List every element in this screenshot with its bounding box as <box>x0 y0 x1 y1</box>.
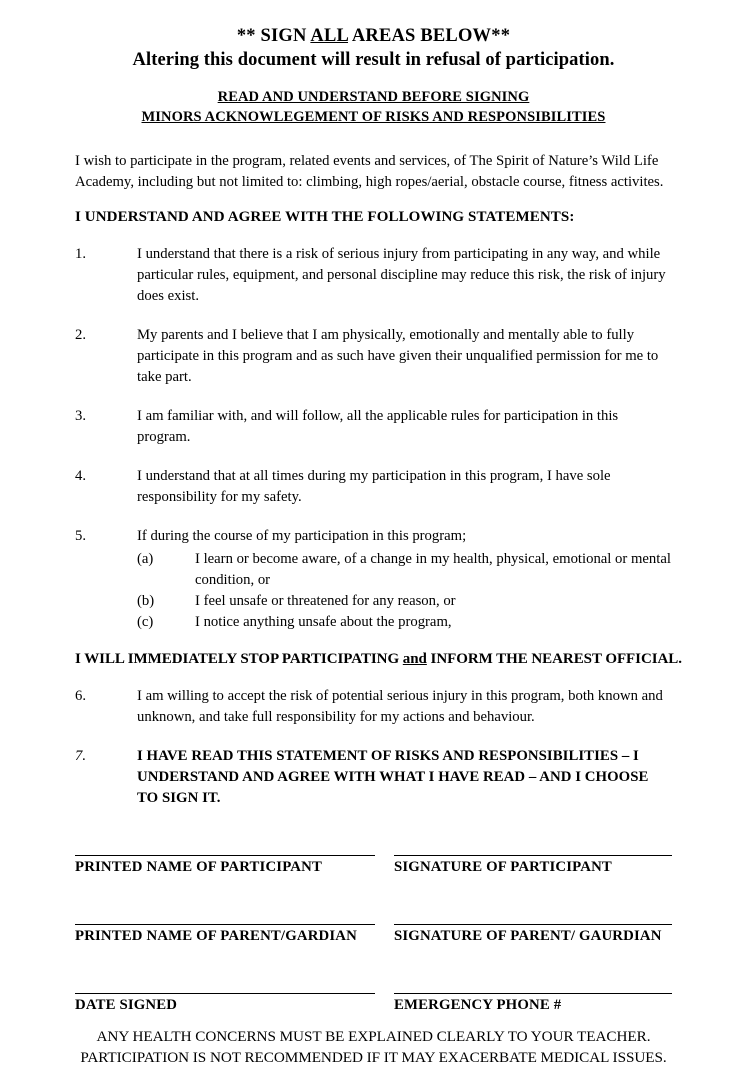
stop-line-underlined-and: and <box>403 651 427 667</box>
statement-text: I am willing to accept the risk of potential serious injury in this program, both known and unknown, and take full responsibility for my actions and behaviour. <box>137 686 672 728</box>
document-content <box>75 0 672 1068</box>
statement-number: 6. <box>75 686 137 728</box>
signature-row-participant <box>75 855 672 876</box>
document-title-block <box>75 0 672 71</box>
footer-note-line-1: ANY HEALTH CONCERNS MUST BE EXPLAINED CLEARLY TO YOUR TEACHER. <box>75 1027 672 1048</box>
signature-area <box>75 855 672 1014</box>
statement-subitem <box>137 612 672 633</box>
statement-text: I understand that at all times during my participation in this program, I have sole responsibility for my safety. <box>137 466 672 508</box>
statement-text: I understand that there is a risk of serious injury from participating in any way, and while particular rules, equipment, and personal discipline may reduce this risk, the risk of injury does exist. <box>137 244 672 307</box>
subitem-text: I learn or become aware, of a change in my health, physical, emotional or mental condition, or <box>195 549 672 591</box>
title-line-altering-warning: Altering this document will result in refusal of participation. <box>75 49 672 72</box>
statement-number: 4. <box>75 466 137 508</box>
title-suffix: AREAS BELOW** <box>348 26 510 46</box>
signature-participant-label: SIGNATURE OF PARTICIPANT <box>394 859 672 876</box>
statement-item <box>75 526 672 633</box>
signature-row-date-phone <box>75 993 672 1014</box>
stop-line-after: INFORM THE NEAREST OFFICIAL. <box>427 651 682 667</box>
printed-name-participant-field[interactable] <box>75 855 375 876</box>
emergency-phone-field[interactable] <box>394 993 672 1014</box>
stop-line-before: I WILL IMMEDIATELY STOP PARTICIPATING <box>75 651 403 667</box>
signature-rule <box>75 993 375 994</box>
statement-number: 1. <box>75 244 137 307</box>
statement-text: I am familiar with, and will follow, all the applicable rules for participation in this program. <box>137 406 672 448</box>
date-signed-field[interactable] <box>75 993 375 1014</box>
signature-participant-field[interactable] <box>394 855 672 876</box>
title-line-sign-all-areas <box>75 26 672 48</box>
statement-item <box>75 244 672 307</box>
signature-rule <box>394 924 672 925</box>
emergency-phone-label: EMERGENCY PHONE # <box>394 997 672 1014</box>
signature-rule <box>394 855 672 856</box>
subitem-text: I feel unsafe or threatened for any reason, or <box>195 591 672 612</box>
subitem-label: (a) <box>137 549 195 591</box>
subitem-text: I notice anything unsafe about the program, <box>195 612 672 633</box>
signature-rule <box>394 993 672 994</box>
title-prefix: ** SIGN <box>237 26 311 46</box>
footer-health-notice <box>75 1027 672 1068</box>
statement-item <box>75 466 672 508</box>
statement-text: My parents and I believe that I am physically, emotionally and mentally able to fully participate in this program and as such have given their unqualified permission for me to take part. <box>137 325 672 388</box>
statement-body <box>137 526 672 633</box>
date-signed-label: DATE SIGNED <box>75 997 375 1014</box>
subitem-label: (b) <box>137 591 195 612</box>
stop-and-inform-line <box>75 651 672 668</box>
statement-item <box>75 325 672 388</box>
printed-name-participant-label: PRINTED NAME OF PARTICIPANT <box>75 859 375 876</box>
document-subheading-block <box>75 88 672 126</box>
signature-rule <box>75 855 375 856</box>
title-underlined-all: ALL <box>310 26 348 46</box>
subheading-minors-acknowledgement: MINORS ACKNOWLEGEMENT OF RISKS AND RESPONSIBILITIES <box>75 108 672 127</box>
printed-name-parent-label: PRINTED NAME OF PARENT/GARDIAN <box>75 928 375 945</box>
statement-number: 5. <box>75 526 137 633</box>
signature-rule <box>75 924 375 925</box>
subheading-read-and-understand: READ AND UNDERSTAND BEFORE SIGNING <box>75 88 672 107</box>
statement-text: If during the course of my participation in this program; <box>137 526 672 547</box>
statement-number: 7. <box>75 746 137 809</box>
statement-item <box>75 686 672 728</box>
statement-subitem <box>137 591 672 612</box>
signature-parent-field[interactable] <box>394 924 672 945</box>
statement-number: 2. <box>75 325 137 388</box>
intro-paragraph: I wish to participate in the program, related events and services, of The Spirit of Nature’s Wild Life Academy, including but not limited to: climbing, high ropes/aerial, obstacle course, fitness activites. <box>75 151 672 194</box>
printed-name-parent-field[interactable] <box>75 924 375 945</box>
agreement-heading: I UNDERSTAND AND AGREE WITH THE FOLLOWING STATEMENTS: <box>75 209 672 226</box>
signature-parent-label: SIGNATURE OF PARENT/ GAURDIAN <box>394 928 672 945</box>
footer-note-line-2: PARTICIPATION IS NOT RECOMMENDED IF IT MAY EXACERBATE MEDICAL ISSUES. <box>75 1048 672 1068</box>
statement-subitem <box>137 549 672 591</box>
statement-text: I HAVE READ THIS STATEMENT OF RISKS AND RESPONSIBILITIES – I UNDERSTAND AND AGREE WITH WHAT I HAVE READ – AND I CHOOSE TO SIGN IT. <box>137 746 672 809</box>
subitem-label: (c) <box>137 612 195 633</box>
statement-item <box>75 406 672 448</box>
signature-row-parent <box>75 924 672 945</box>
statement-item <box>75 746 672 809</box>
statement-number: 3. <box>75 406 137 448</box>
statement-sublist <box>137 549 672 633</box>
